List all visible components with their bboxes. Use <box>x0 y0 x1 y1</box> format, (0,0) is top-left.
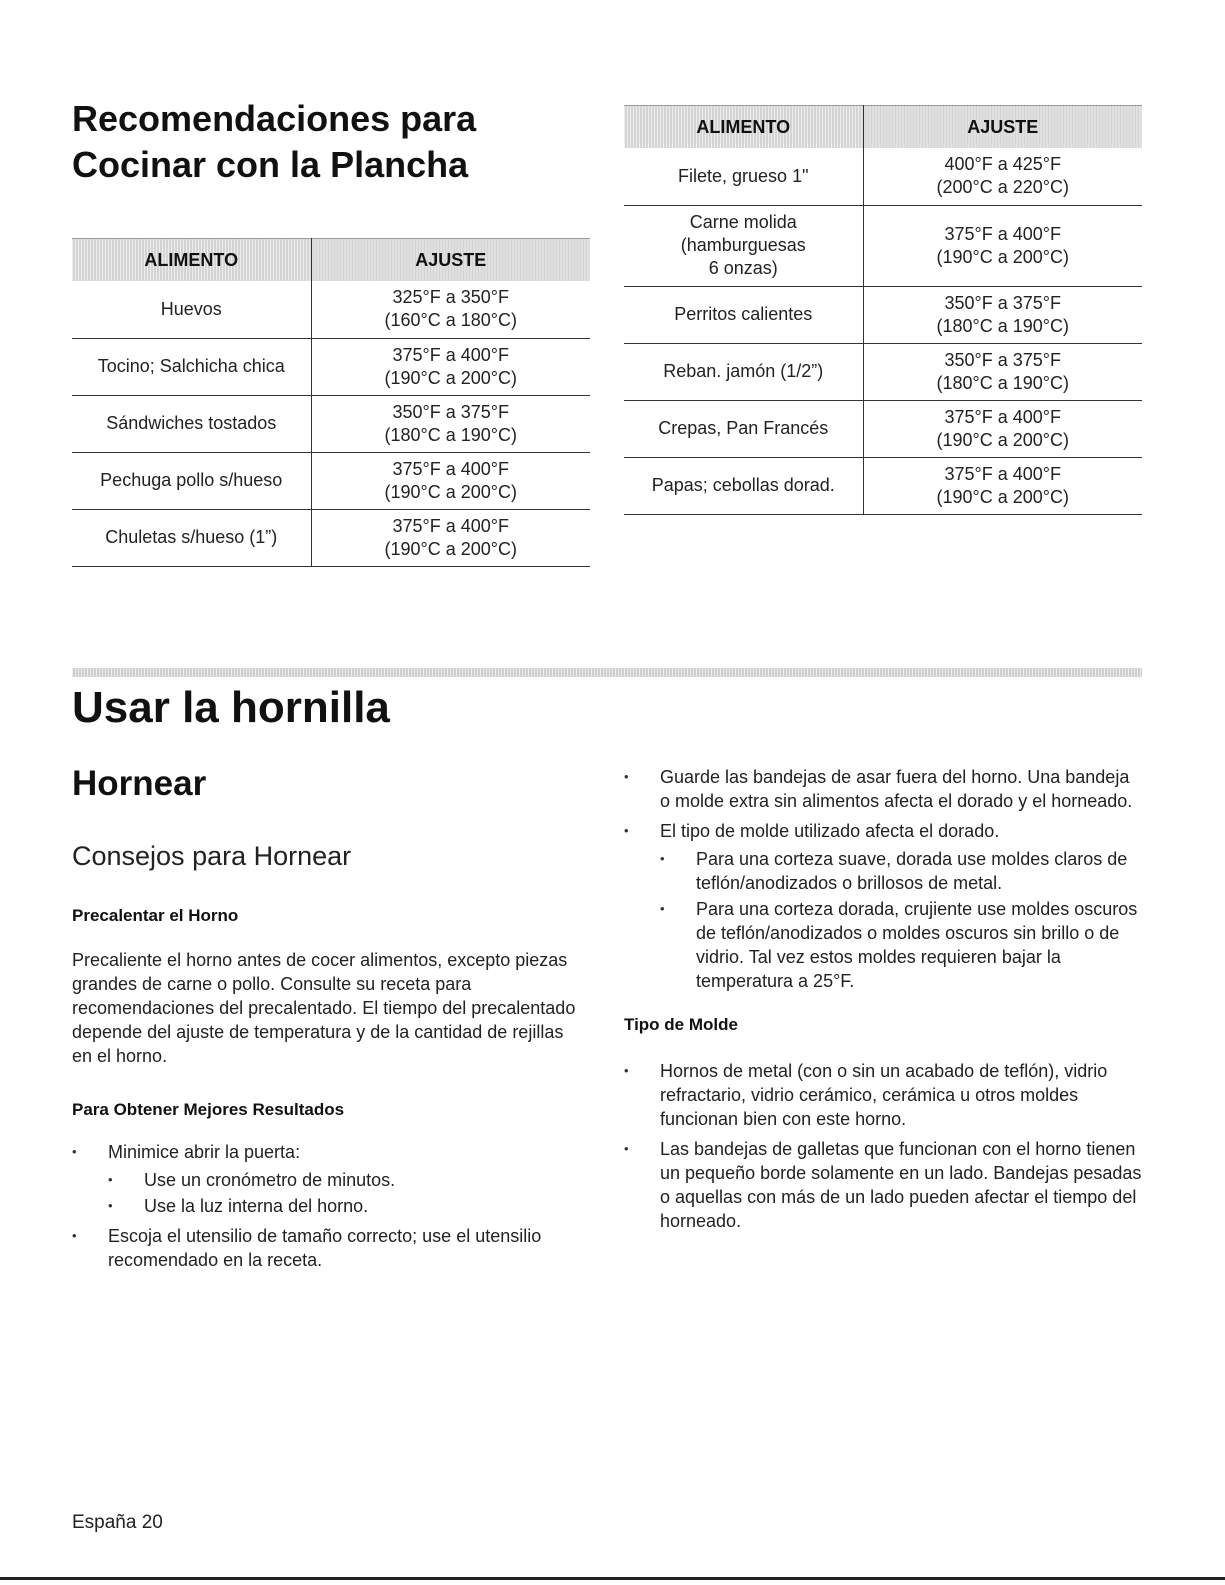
food-cell <box>72 338 311 395</box>
list-item-text: Use un cronómetro de minutos. <box>144 1170 396 1190</box>
table-row <box>72 281 590 338</box>
table-header-row <box>72 239 590 282</box>
header-setting: AJUSTE <box>311 239 590 282</box>
cell-line: Crepas, Pan Francés <box>658 418 829 438</box>
cell-line: 375°F a 400°F <box>392 344 509 365</box>
table-row <box>624 286 1142 343</box>
sub-list <box>108 1168 582 1218</box>
cell-line: (200°C a 220°C) <box>936 177 1069 198</box>
bottom-rule <box>0 1577 1225 1580</box>
cell-line: Huevos <box>160 298 222 319</box>
setting-cell <box>311 281 590 338</box>
list-item <box>108 1194 582 1218</box>
cell-line: Papas; cebollas dorad. <box>651 475 835 495</box>
tips-list <box>624 765 1144 993</box>
list-item-text: El tipo de molde utilizado afecta el dorado. <box>660 821 1000 841</box>
cell-line: 325°F a 350°F <box>392 287 509 308</box>
food-cell <box>72 281 311 338</box>
cell-line: Filete, grueso 1" <box>678 165 809 186</box>
page-number: España 20 <box>72 1512 163 1533</box>
cell-line: (hamburguesas <box>680 235 806 255</box>
cell-line: 400°F a 425°F <box>944 154 1061 175</box>
table-header-row <box>624 106 1142 149</box>
food-cell <box>624 148 863 205</box>
table-row <box>72 338 590 395</box>
cell-line: (190°C a 200°C) <box>936 246 1069 267</box>
header-setting: AJUSTE <box>863 106 1142 149</box>
list-item-text: Hornos de metal (con o sin un acabado de teflón), vidrio refractario, vidrio cerámico, cerámica u otros moldes funcionan bien con este horno. <box>660 1061 1108 1129</box>
cell-line: Perritos calientes <box>674 304 813 324</box>
preheat-heading: Precalentar el Horno <box>72 906 239 925</box>
cell-line: 350°F a 375°F <box>944 349 1061 370</box>
list-item-text: Minimice abrir la puerta: <box>108 1142 301 1162</box>
section-subtitle: Hornear <box>72 764 207 803</box>
pan-type-heading: Tipo de Molde <box>624 1015 738 1034</box>
list-item-text: Para una corteza suave, dorada use moldes claros de teflón/anodizados o brillosos de metal. <box>696 849 1128 893</box>
list-item <box>624 819 1144 993</box>
setting-cell <box>863 343 1142 400</box>
cell-line: 375°F a 400°F <box>944 463 1061 484</box>
table-row <box>624 205 1142 286</box>
food-cell <box>72 509 311 566</box>
sub-list <box>660 847 1144 993</box>
best-results-heading: Para Obtener Mejores Resultados <box>72 1100 345 1119</box>
list-item <box>108 1168 582 1192</box>
cell-line: 375°F a 400°F <box>392 458 509 479</box>
tips-heading: Consejos para Hornear <box>72 841 352 871</box>
list-item-text: Use la luz interna del horno. <box>144 1196 369 1216</box>
food-cell <box>624 400 863 457</box>
food-cell <box>624 457 863 514</box>
list-item-text: Guarde las bandejas de asar fuera del horno. Una bandeja o molde extra sin alimentos afecta el dorado y el horneado. <box>660 767 1133 811</box>
cell-line: 6 onzas) <box>708 258 778 278</box>
cell-line: (190°C a 200°C) <box>384 538 517 559</box>
cell-line: (180°C a 190°C) <box>936 315 1069 336</box>
cell-line: (190°C a 200°C) <box>384 481 517 502</box>
cell-line: 350°F a 375°F <box>392 401 509 422</box>
griddle-table-left <box>72 238 590 567</box>
cell-line: (180°C a 190°C) <box>936 372 1069 393</box>
list-item-text: Las bandejas de galletas que funcionan con el horno tienen un pequeño borde solamente en un lado. Bandejas pesadas o aquellas con más de un lado pueden afectar el tiempo del horneado. <box>660 1139 1142 1231</box>
preheat-paragraph: Precaliente el horno antes de cocer alimentos, excepto piezas grandes de carne o pollo. Consulte su receta para recomendaciones del precalentado. El tiempo del precalentado depende del ajuste de temperatura y de la cantidad de rejillas en el horno. <box>72 950 576 1066</box>
cell-line: 375°F a 400°F <box>944 223 1061 244</box>
setting-cell <box>863 286 1142 343</box>
table-row <box>624 343 1142 400</box>
cell-line: (190°C a 200°C) <box>384 367 517 388</box>
table-row <box>624 400 1142 457</box>
food-cell <box>72 395 311 452</box>
list-item <box>624 1059 1144 1131</box>
left-column <box>72 904 582 1278</box>
list-item-text: Escoja el utensilio de tamaño correcto; use el utensilio recomendado en la receta. <box>108 1226 542 1270</box>
list-item <box>624 765 1144 813</box>
setting-cell <box>863 205 1142 286</box>
cell-line: 375°F a 400°F <box>944 406 1061 427</box>
setting-cell <box>863 148 1142 205</box>
cell-line: (190°C a 200°C) <box>936 429 1069 450</box>
setting-cell <box>311 452 590 509</box>
setting-cell <box>311 395 590 452</box>
list-item <box>72 1140 582 1218</box>
setting-cell <box>311 509 590 566</box>
food-cell <box>624 286 863 343</box>
cell-line: (190°C a 200°C) <box>936 486 1069 507</box>
griddle-title: Recomendaciones para Cocinar con la Plancha <box>72 98 477 185</box>
cell-line: 350°F a 375°F <box>944 292 1061 313</box>
food-cell <box>624 205 863 286</box>
cell-line: Tocino; Salchicha chica <box>97 356 285 376</box>
section-title: Usar la hornilla <box>72 683 390 732</box>
cell-line: (180°C a 190°C) <box>384 424 517 445</box>
list-item <box>660 897 1144 993</box>
best-results-list <box>72 1140 582 1272</box>
list-item <box>660 847 1144 895</box>
setting-cell <box>863 457 1142 514</box>
food-cell <box>72 452 311 509</box>
right-column <box>624 765 1144 1239</box>
section-divider <box>72 668 1142 677</box>
pan-type-list <box>624 1059 1144 1233</box>
table-row <box>72 395 590 452</box>
cell-line: (160°C a 180°C) <box>384 310 517 331</box>
header-food: ALIMENTO <box>624 106 863 149</box>
griddle-table-right <box>624 105 1142 515</box>
cell-line: Reban. jamón (1/2”) <box>663 361 824 381</box>
cell-line: Pechuga pollo s/hueso <box>100 470 283 490</box>
cell-line: Chuletas s/hueso (1”) <box>105 527 278 547</box>
table-row <box>624 457 1142 514</box>
table-row <box>72 452 590 509</box>
cell-line: Carne molida <box>689 212 797 232</box>
cell-line: Sándwiches tostados <box>106 413 277 433</box>
cell-line: 375°F a 400°F <box>392 515 509 536</box>
setting-cell <box>311 338 590 395</box>
header-food: ALIMENTO <box>72 239 311 282</box>
table-row <box>624 148 1142 205</box>
list-item <box>624 1137 1144 1233</box>
setting-cell <box>863 400 1142 457</box>
list-item <box>72 1224 582 1272</box>
food-cell <box>624 343 863 400</box>
list-item-text: Para una corteza dorada, crujiente use moldes oscuros de teflón/anodizados o moldes oscuros sin brillo o de vidrio. Tal vez estos moldes requieren bajar la temperatura a 25°F. <box>696 899 1138 991</box>
table-row <box>72 509 590 566</box>
